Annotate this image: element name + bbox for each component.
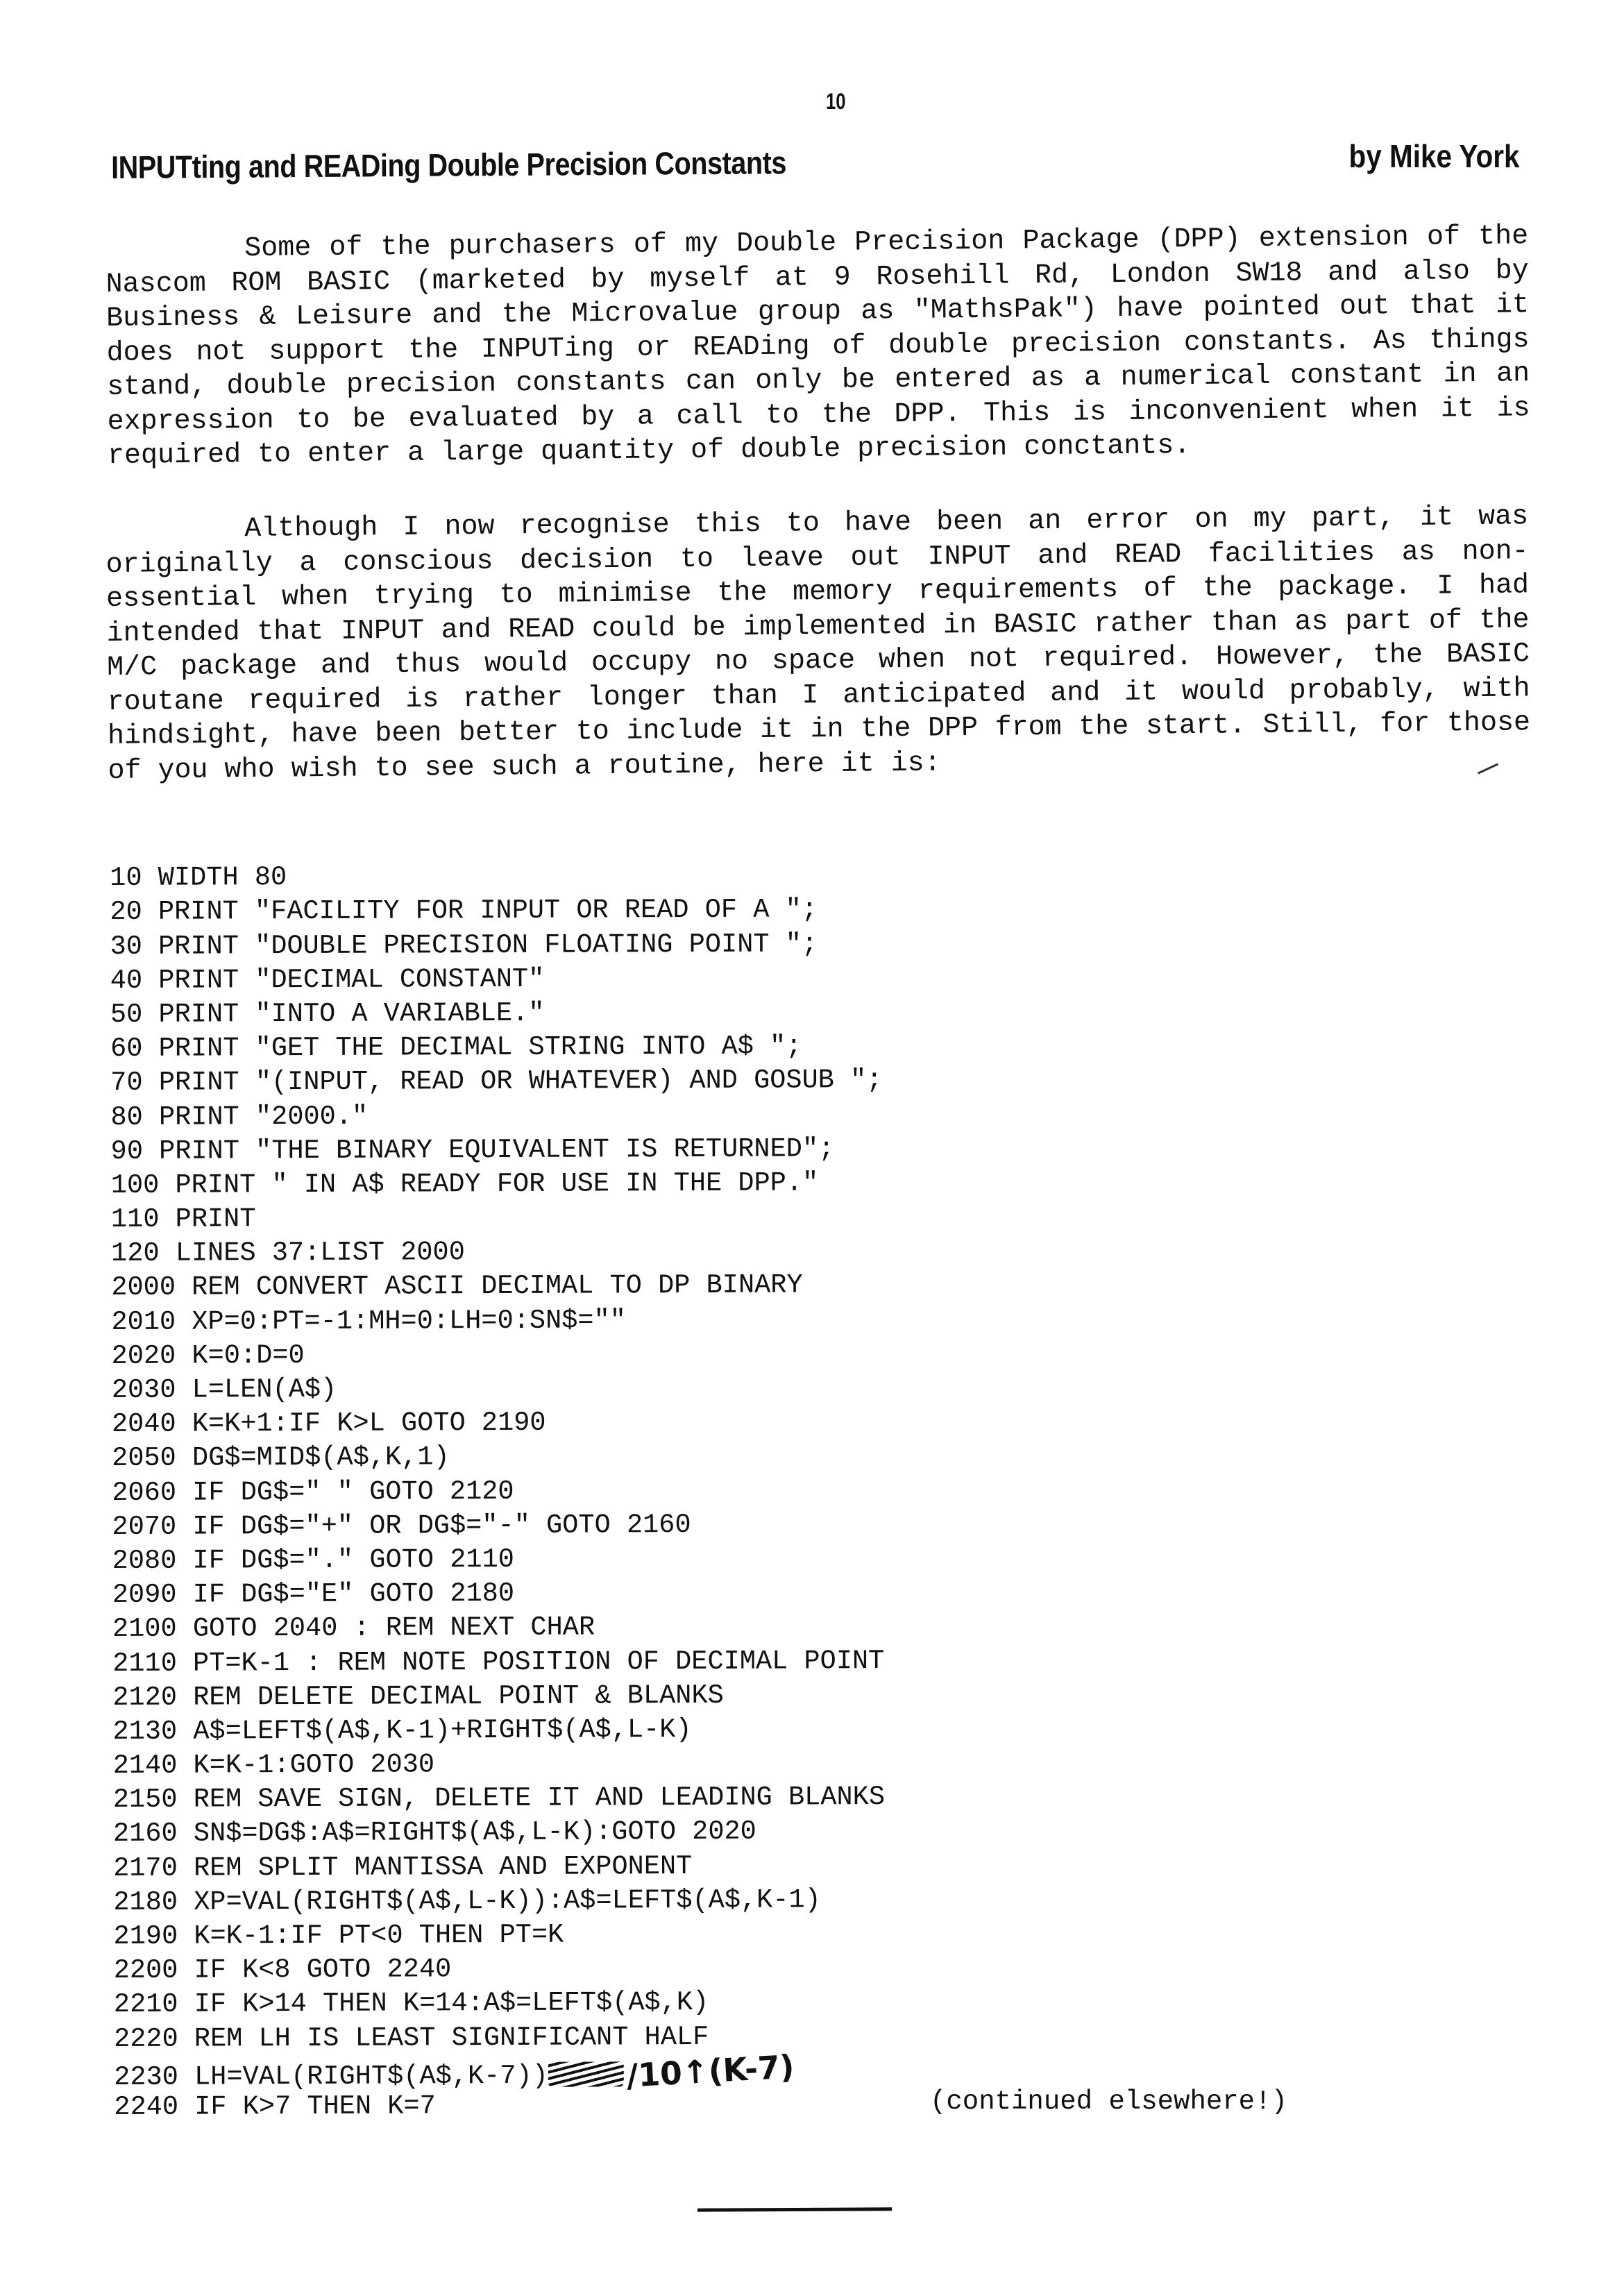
paragraph-1 (105, 219, 1530, 473)
code-line: 30 PRINT "DOUBLE PRECISION FLOATING POINT "; (110, 928, 818, 962)
code-line-with-correction (114, 2047, 886, 2095)
page-number: 10 (826, 89, 846, 114)
code-line: 2190 K=K-1:IF PT<0 THEN PT=K (113, 1919, 564, 1952)
paragraph-indent (105, 536, 244, 537)
code-line: 50 PRINT "INTO A VARIABLE." (110, 997, 545, 1030)
code-line: 2120 REM DELETE DECIMAL POINT & BLANKS (112, 1680, 724, 1713)
code-line: 2240 IF K>7 THEN K=7 (114, 2091, 436, 2122)
code-line: 2020 K=0:D=0 (111, 1340, 305, 1371)
code-line: 2090 IF DG$="E" GOTO 2180 (112, 1578, 515, 1611)
code-line-text: 2230 LH=VAL(RIGHT$(A$,K-7)) (114, 2060, 548, 2093)
paragraph-2 (105, 500, 1531, 788)
code-line: 2200 IF K<8 GOTO 2240 (113, 1954, 452, 1986)
code-line: 100 PRINT " IN A$ READY FOR USE IN THE DPP." (110, 1167, 819, 1201)
code-line: 2150 REM SAVE SIGN, DELETE IT AND LEADING BLANKS (112, 1782, 886, 1816)
author-byline: by Mike York (1349, 138, 1520, 174)
code-line: 110 PRINT (110, 1204, 256, 1235)
paragraph-1-text: Some of the purchasers of my Double Precision Package (DPP) extension of the Nascom ROM BASIC (marketed by myself at 9 Rosehill Rd, London SW18 and also by Business & Leisure and the Microvalue group as "MathsPak") have pointed out that it does not support the INPUTing or READing of double precision constants. As things stand, double precision constants can only be entered as a numerical constant in an expression to be evaluated by a call to the DPP. This is inconvenient when it is required to enter a large quantity of double precision conctants. (105, 221, 1530, 472)
code-line: 20 PRINT "FACILITY FOR INPUT OR READ OF A "; (110, 894, 818, 928)
scribbled-out-mark (548, 2061, 624, 2086)
paragraph-indent (105, 255, 244, 257)
code-line: 10 WIDTH 80 (110, 862, 287, 894)
code-line: 2170 REM SPLIT MANTISSA AND EXPONENT (113, 1850, 693, 1884)
code-line: 60 PRINT "GET THE DECIMAL STRING INTO A$ "; (110, 1031, 802, 1065)
code-line: 2060 IF DG$=" " GOTO 2120 (112, 1476, 514, 1508)
section-divider-rule (697, 2207, 892, 2211)
code-listing (110, 825, 886, 2159)
continued-note: (continued elsewhere!) (930, 2086, 1287, 2117)
code-line: 2100 GOTO 2040 : REM NEXT CHAR (112, 1612, 595, 1645)
code-line: 2160 SN$=DG$:A$=RIGHT$(A$,L-K):GOTO 2020 (112, 1816, 756, 1850)
code-line: 2140 K=K-1:GOTO 2030 (112, 1749, 435, 1782)
code-line: 90 PRINT "THE BINARY EQUIVALENT IS RETURNED"; (110, 1133, 835, 1167)
code-line: 40 PRINT "DECIMAL CONSTANT" (110, 963, 545, 996)
handwritten-correction: /10↑(K-7) (625, 2047, 795, 2095)
code-line: 2000 REM CONVERT ASCII DECIMAL TO DP BINARY (111, 1269, 803, 1303)
code-line: 2010 XP=0:PT=-1:MH=0:LH=0:SN$="" (111, 1305, 626, 1337)
code-line: 2050 DG$=MID$(A$,K,1) (112, 1442, 450, 1474)
code-line: 2040 K=K+1:IF K>L GOTO 2190 (111, 1407, 546, 1440)
code-line: 70 PRINT "(INPUT, READ OR WHATEVER) AND GOSUB "; (110, 1065, 883, 1099)
article-title: INPUTting and READing Double Precision Constants (111, 144, 787, 185)
code-line: 2210 IF K>14 THEN K=14:A$=LEFT$(A$,K) (113, 1987, 709, 2020)
code-line: 2030 L=LEN(A$) (111, 1374, 337, 1406)
code-line: 2110 PT=K-1 : REM NOTE POSITION OF DECIMAL POINT (112, 1645, 885, 1679)
code-line: 2180 XP=VAL(RIGHT$(A$,L-K)):A$=LEFT$(A$,K-1) (113, 1884, 821, 1918)
code-line: 80 PRINT "2000." (110, 1101, 369, 1133)
code-line: 120 LINES 37:LIST 2000 (111, 1237, 465, 1269)
paragraph-2-text: Although I now recognise this to have been an error on my part, it was originally a conscious decision to leave out INPUT and READ facilities as non-essential when trying to minimise the memory requirements of the package. I had intended that INPUT and READ could be implemented in BASIC rather than as part of the M/C package and thus would occupy no space when not required. However, the BASIC routane required is rather longer than I anticipated and it would probably, with hindsight, have been better to include it in the DPP from the start. Still, for those of you who wish to see such a routine, here it is: (105, 501, 1531, 787)
code-line: 2070 IF DG$="+" OR DG$="-" GOTO 2160 (112, 1509, 691, 1542)
code-line: 2220 REM LH IS LEAST SIGNIFICANT HALF (113, 2021, 709, 2054)
code-line: 2130 A$=LEFT$(A$,K-1)+RIGHT$(A$,L-K) (112, 1714, 692, 1747)
code-line: 2080 IF DG$="." GOTO 2110 (112, 1544, 514, 1576)
